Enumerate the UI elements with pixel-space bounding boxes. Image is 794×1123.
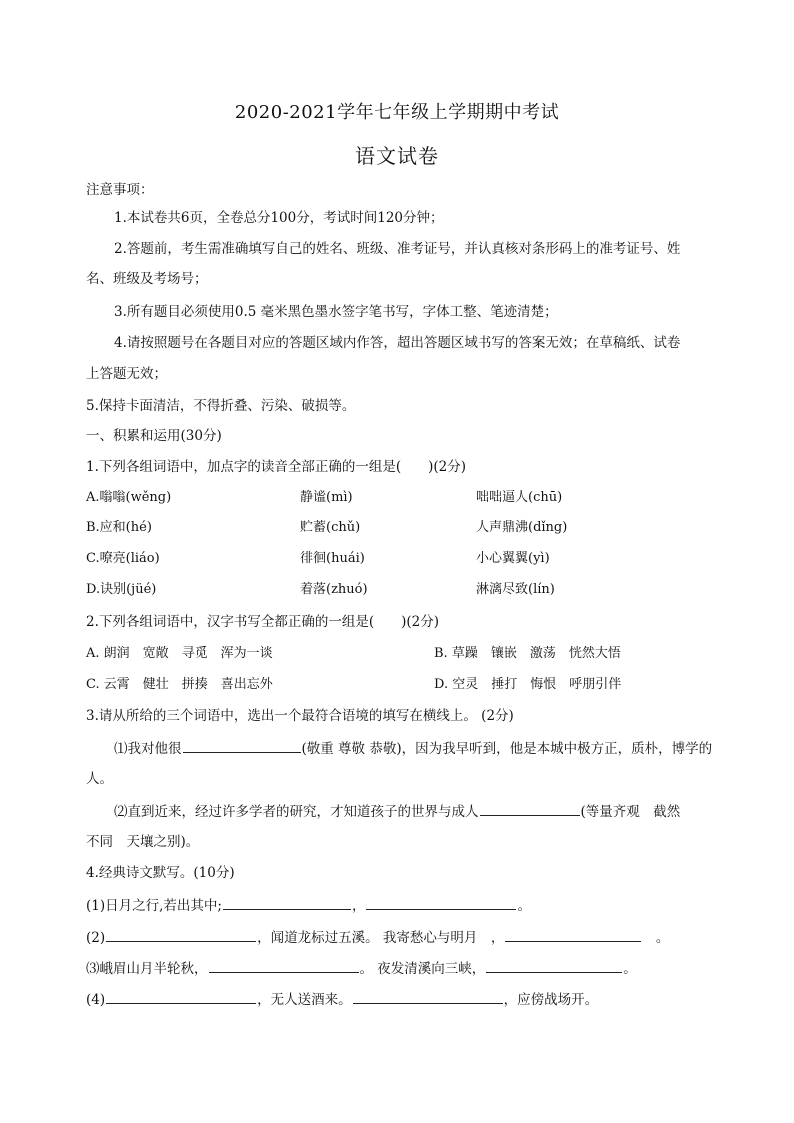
q4-l3-text-c: 。 [623,961,637,977]
q4-l4-text-b: ，无人送酒来。 [257,992,352,1008]
note-4b: 上答题无效； [86,366,167,382]
q4-l1-text-c: 。 [517,898,531,914]
q4-line-2 [86,927,669,948]
note-4a: 4.请按照题号在各题目对应的答题区域内作答，超出答题区域书写的答案无效；在草稿纸、试卷 [114,335,681,351]
note-5: 5.保持卡面清洁，不得折叠、污染、破损等。 [86,398,356,414]
q4-line-4 [86,989,598,1010]
exam-subtitle: 语文试卷 [355,144,439,168]
exam-title: 2020-2021学年七年级上学期期中考试 [234,102,560,123]
q4-l1-blank-1[interactable] [223,895,351,910]
q4-l3-text-a: ⑶峨眉山月半轮秋， [86,961,208,977]
q3-s1-post: (敬重 尊敬 恭敬)，因为我早听到，他是本城中极方正，质朴，博学的 [301,741,713,757]
q4-l3-blank-2[interactable] [486,958,622,973]
q1-option-b1: B.应和(hé) [86,520,152,535]
q3-s2-pre: ⑵直到近来，经过许多学者的研究，才知道孩子的世界与成人 [114,804,479,820]
q3-s1-cont: 人。 [86,771,113,787]
note-3: 3.所有题目必须使用0.5 毫米黑色墨水签字笔书写，字体工整、笔迹清楚； [114,304,558,320]
q1-option-d3: 淋漓尽致(lín) [476,582,555,597]
note-1: 1.本试卷共6页，全卷总分100分，考试时间120分钟； [114,210,444,226]
q2-option-d: D. 空灵 捶打 悔恨 呼朋引伴 [434,677,622,692]
q4-l1-text-a: (1)日月之行,若出其中; [86,898,222,914]
q4-l1-blank-2[interactable] [366,895,516,910]
q4-l4-blank-1[interactable] [106,989,256,1004]
q3-s2-cont: 不同 天壤之别)。 [86,834,200,850]
q1-option-c1: C.嘹亮(liáo) [86,551,160,566]
q3-s2-post: (等量齐观 截然 [580,804,681,820]
q4-l4-blank-2[interactable] [353,989,503,1004]
q1-option-a1: A.嗡嗡(wěng) [86,490,172,505]
q3-s1-blank[interactable] [183,738,301,753]
q4-l3-blank-1[interactable] [209,958,359,973]
q1-option-d2: 着落(zhuó) [300,582,368,597]
q4-l2-text-a: (2) [86,930,106,946]
q3-s2-blank[interactable] [480,801,580,816]
q1-option-d1: D.诀别(jüé) [86,582,157,597]
q4-l4-text-c: ，应傍战场开。 [503,992,599,1008]
q1-option-b3: 人声鼎沸(dǐng) [476,520,568,535]
q4-l1-text-b: ， [351,898,366,914]
q2-stem: 2.下列各组词语中，汉字书写全都正确的一组是( )(2分) [86,614,440,630]
section-1-heading: 一、积累和运用(30分) [86,428,222,444]
q4-stem: 4.经典诗文默写。(10分) [86,865,235,881]
q1-option-c2: 徘徊(huái) [300,551,365,566]
q4-line-1 [86,895,531,916]
note-2a: 2.答题前，考生需准确填写自己的姓名、班级、准考证号，并认真核对条形码上的准考证号、姓 [114,241,681,257]
q1-option-c3: 小心翼翼(yì) [476,551,550,566]
q4-l4-text-a: (4) [86,992,106,1008]
q1-option-b2: 贮蓄(chǔ) [300,520,361,535]
q3-stem: 3.请从所给的三个词语中，选出一个最符合语境的填写在横线上。 (2分) [86,708,514,724]
q3-sentence-2 [114,801,680,822]
q4-line-3 [86,958,637,979]
q2-option-b: B. 草躁 镶嵌 激荡 恍然大悟 [434,646,621,661]
q1-option-a3: 咄咄逼人(chū) [476,490,563,505]
q1-option-a2: 静谧(mì) [300,490,353,505]
q1-stem: 1.下列各组词语中，加点字的读音全部正确的一组是( )(2分) [86,459,467,475]
notes-heading: 注意事项： [86,182,154,198]
note-2b: 名、班级及考场号； [86,271,208,287]
q3-s1-pre: ⑴我对他很 [114,741,182,757]
q4-l2-text-c: 。 [642,930,670,946]
q2-option-c: C. 云霄 健壮 拼揍 喜出忘外 [86,677,273,692]
q4-l2-text-b: ，闻道龙标过五溪。 我寄愁心与明月 ， [257,930,505,946]
q3-sentence-1 [114,738,712,759]
q2-option-a: A. 朗润 宽敞 寻觅 浑为一谈 [86,646,273,661]
q4-l2-blank-1[interactable] [106,927,256,942]
q4-l3-text-b: 。 夜发清溪向三峡， [359,961,486,977]
q4-l2-blank-2[interactable] [505,927,641,942]
